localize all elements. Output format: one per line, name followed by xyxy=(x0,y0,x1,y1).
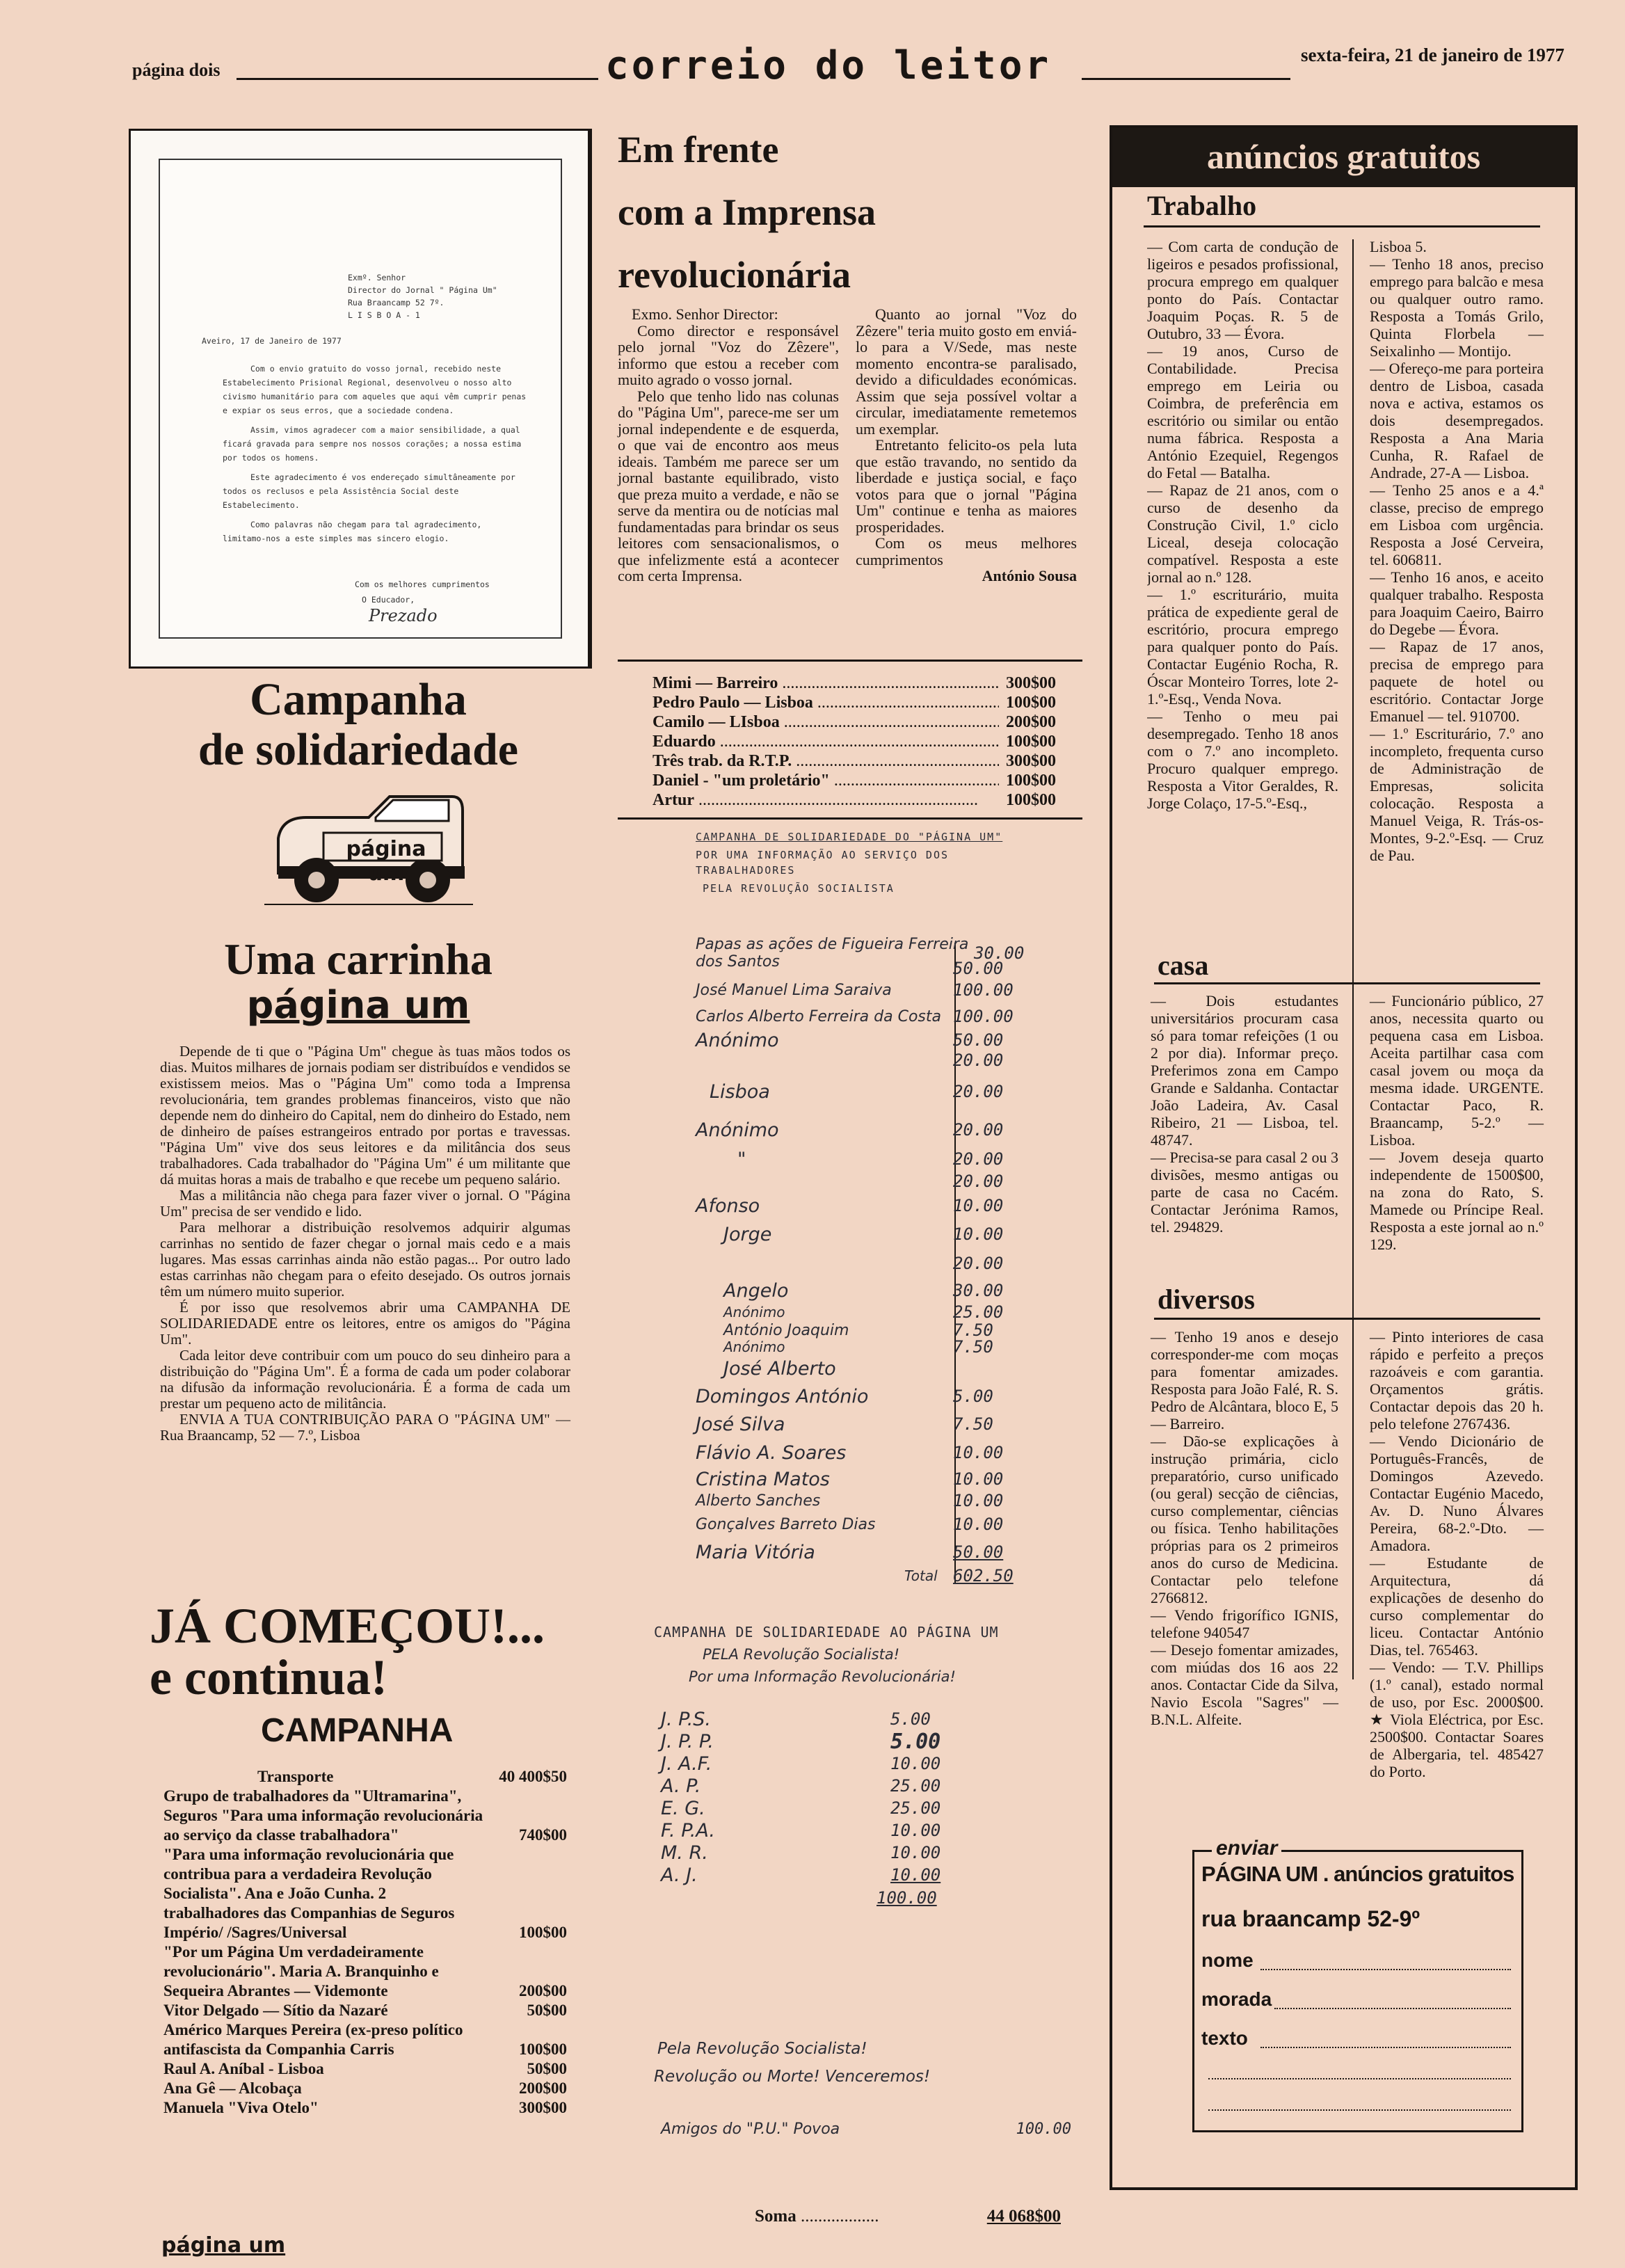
handwritten-row xyxy=(696,1491,1043,1510)
donation-row xyxy=(653,673,1056,693)
article-signature: António Sousa xyxy=(982,567,1077,584)
handwritten-value: 10.00 xyxy=(953,1224,1004,1244)
contribution-row xyxy=(163,2020,567,2059)
handwritten-row xyxy=(696,1192,1043,1220)
donor-name: Pedro Paulo — Lisboa ..... xyxy=(653,693,999,712)
handwritten-name: Anónimo xyxy=(696,1119,779,1141)
campaign-paragraph: É por isso que resolvemos abrir uma CAMPANHA DE SOLIDARIEDADE entre os leitores, entre os amigos do "Página Um". xyxy=(160,1299,570,1348)
campanha-heading: CAMPANHA xyxy=(261,1712,454,1749)
handwritten-row xyxy=(696,1112,1043,1147)
classified-ad: — Vendo frigorífico IGNIS, telefone 940547 xyxy=(1151,1606,1338,1641)
letter-body xyxy=(223,362,529,551)
handwritten-value: 10.00 xyxy=(890,1843,941,1862)
handwritten-name: Anónimo xyxy=(723,1304,785,1320)
campaign-paragraph: Cada leitor deve contribuir com um pouco do seu dinheiro para a distribuição do "Página Um". É a forma de cada um poder colaborar na difusão da informação revolucionária. É a forma de cada um prestar um pequeno acto de militância. xyxy=(160,1347,570,1412)
form-title: PÁGINA UM . anúncios gratuitos xyxy=(1201,1862,1514,1886)
handwritten-name: A. P. xyxy=(661,1775,701,1797)
contribution-amount: 100$00 xyxy=(519,2041,567,2058)
handwritten-value: 10.00 xyxy=(890,1754,941,1773)
handwritten-value: 50.00 xyxy=(953,1542,1004,1562)
handwritten-value: 20.00 xyxy=(953,1254,1004,1273)
classified-ad: — 1.º escriturário, muita prática de expediente geral de escritório, procura emprego para qualquer ponto do País. Contactar Eugénio Rocha, R. Óscar Monteiro Torres, lote 2-1.º-Esq., Venda Nova. xyxy=(1147,586,1338,708)
classified-ad: — Vendo Dicionário de Português-Francês, de Domingos Azevedo. Contactar Eugénio Macedo, Av. D. Nuno Álvares Pereira, 68-2.º-Dto. — Amadora. xyxy=(1370,1432,1544,1554)
handwritten-value: 100.00 xyxy=(953,1007,1014,1026)
soma-label: Soma .................. xyxy=(755,2207,879,2226)
handwritten-row xyxy=(696,977,1043,1003)
handwritten-total-value: 602.50 xyxy=(953,1566,1014,1586)
handwritten-row xyxy=(696,1538,1043,1566)
handwritten-slogan: Revolução ou Morte! Venceremos! xyxy=(654,2068,931,2086)
trabalho-col-2 xyxy=(1370,238,1544,1080)
classified-ad: — Jovem deseja quarto independente de 1500$00, na zona do Rato, S. Mamede ou Príncipe Real. Resposta a este jornal ao n.º 129. xyxy=(1370,1149,1544,1253)
handwritten-row xyxy=(696,1249,1043,1278)
handwritten-slogans xyxy=(654,2035,930,2091)
handwritten-row xyxy=(661,1819,981,1842)
handwritten-value: 5.00 xyxy=(890,1709,931,1729)
addressee-line: Rua Braancamp 52 7º. xyxy=(348,298,445,308)
classified-ad: — Tenho 25 anos e a 4.ª classe, preciso de emprego em Lisboa com urgência. Resposta a José Cerveira, tel. 606811. xyxy=(1370,481,1544,568)
form-label-morada: morada xyxy=(1201,1988,1272,2010)
classifieds-banner-text: anúncios gratuitos xyxy=(1206,137,1481,176)
handwritten-row xyxy=(661,1730,981,1752)
handwritten-header-line: Por uma Informação Revolucionária! xyxy=(689,1668,956,1685)
handwritten-value: 25.00 xyxy=(890,1776,941,1796)
handwritten-value: 10.00 xyxy=(953,1515,1004,1534)
article-paragraph: Pelo que tenho lido nas colunas do "Página Um", parece-me ser um jornal independente e de esquerda, o que vai de encontro aos meus ideais. Também me parece ser um jornal bastante equilibrado, visto que preza muito a verdade, e não se serve da mentira ou de notícias mal fundamentadas para brindar os seus leitores com sensacionalismos, o que infelizmente está a acontecer com certa Imprensa. xyxy=(618,387,839,584)
donation-row xyxy=(653,693,1056,712)
contribution-desc: Transporte xyxy=(257,1768,334,1785)
contribution-amount: 300$00 xyxy=(519,2099,567,2116)
donor-amount: 100$00 xyxy=(1006,694,1056,712)
handwritten-name: José Alberto xyxy=(723,1357,836,1380)
ledger-top-rule xyxy=(618,660,1082,662)
handwritten-row xyxy=(661,1708,981,1730)
handwritten-value: 7.50 xyxy=(953,1337,993,1357)
footer-logo: página um xyxy=(161,2233,286,2258)
casa-col-1 xyxy=(1151,992,1338,1236)
classified-ad: — 19 anos, Curso de Contabilidade. Precisa emprego em Leiria ou Coimbra, de preferência em escritório ou similar ou então numa fábrica. Resposta a António Ezequiel, Regengos do Fetal — Batalha. xyxy=(1147,342,1338,481)
form-address: rua braancamp 52-9º xyxy=(1201,1906,1420,1931)
handwritten-name: Flávio A. Soares xyxy=(696,1442,847,1464)
letter-paragraph: Este agradecimento é vos endereçado simultâneamente por todos os reclusos e pela Assistência Social deste Estabelecimento. xyxy=(223,472,515,510)
donation-row xyxy=(653,751,1056,771)
contribution-row xyxy=(163,1845,567,1942)
form-input-nome[interactable] xyxy=(1260,1969,1511,1970)
article-paragraph: Como director e responsável pelo jornal "Voz do Zêzere", informo que estou a receber com muito agrado o vosso jornal. xyxy=(618,321,839,388)
contribution-amount: 100$00 xyxy=(519,1924,567,1941)
donor-amount: 200$00 xyxy=(1006,713,1056,731)
handwritten-name: António Joaquim xyxy=(723,1321,849,1339)
donor-name: Daniel - "um proletário" ..... xyxy=(653,771,999,790)
classified-ad: — Dão-se explicações à instrução primária, ciclo preparatório, curso unificado (ou geral) secção de ciências, curso complementar, ciências ou física. Tenho habilitações próprias para os 2 primeiros anos do curso de Medicina. Contactar pelo telefone 2766812. xyxy=(1151,1432,1338,1606)
diversos-col-2 xyxy=(1370,1328,1544,1780)
classified-ad: — Rapaz de 21 anos, com o curso de desenho da Construção Civil, 1.º ciclo Liceal, deseja colocação compatível. Resposta a este jornal ao n.º 128. xyxy=(1147,481,1338,586)
contribution-row xyxy=(163,2079,567,2098)
handwritten-row xyxy=(696,1303,1043,1321)
donor-name: Eduardo ..... xyxy=(653,732,999,751)
contribution-desc: Américo Marques Pereira (ex-preso político antifascista da Companhia Carris xyxy=(163,2021,463,2058)
handwritten-value: 20.00 xyxy=(953,1082,1004,1101)
handwritten-name: Anónimo xyxy=(696,1029,779,1051)
ja-comecou-heading xyxy=(150,1600,545,1703)
handwritten-value: 10.00 xyxy=(953,1196,1004,1215)
donor-name: Três trab. da R.T.P. ..... xyxy=(653,751,999,771)
handwritten-row xyxy=(696,1030,1043,1050)
handwritten-row xyxy=(696,1510,1043,1538)
handwritten-name: J. A.F. xyxy=(661,1752,712,1775)
handwritten-name: Alberto Sanches xyxy=(696,1492,821,1510)
handwritten-friends-value: 100.00 xyxy=(1016,2121,1071,2138)
form-input-texto-line[interactable] xyxy=(1208,2078,1511,2079)
handwritten-row xyxy=(661,1864,981,1886)
handwritten-value: 50.00 xyxy=(953,1030,1004,1050)
letter-closing: Com os melhores cumprimentos xyxy=(355,580,490,589)
handwritten-name: Maria Vitória xyxy=(696,1541,815,1563)
van-logo: página um xyxy=(346,837,426,886)
soma-row xyxy=(755,2207,1061,2226)
handwritten-header-line: CAMPANHA DE SOLIDARIEDADE DO "PÁGINA UM" xyxy=(696,831,1003,843)
section-heading-casa: casa xyxy=(1158,950,1209,981)
handwritten-row xyxy=(661,1842,981,1864)
handwritten-row xyxy=(696,1050,1043,1071)
handwritten-name: Cristina Matos xyxy=(696,1468,830,1490)
letter-paragraph: Com o envio gratuito do vosso jornal, recebido neste Estabelecimento Prisional Regional, desenvolveu o nosso alto civismo humanitário para com aqueles que aqui vêm cumprir penas e expiar os seus erros, que a sociedade condena. xyxy=(223,364,527,415)
campaign-title xyxy=(132,675,584,775)
handwritten-row xyxy=(696,1003,1043,1030)
handwritten-header-line: POR UMA INFORMAÇÃO AO SERVIÇO DOS TRABALHADORES xyxy=(696,849,950,877)
campaign-subtitle-logo: página um xyxy=(246,983,470,1027)
donation-row xyxy=(653,790,1056,810)
contribution-row xyxy=(163,1942,567,2001)
handwritten-value: 25.00 xyxy=(890,1798,941,1818)
handwritten-value: 10.00 xyxy=(953,1491,1004,1510)
handwritten-value: 10.00 xyxy=(953,1469,1004,1489)
handwritten-value: 20.00 xyxy=(953,1172,1004,1191)
handwritten-name: Jorge xyxy=(723,1223,772,1245)
contribution-desc: Manuela "Viva Otelo" xyxy=(163,2099,319,2116)
handwritten-header-line: CAMPANHA DE SOLIDARIEDADE AO PÁGINA UM xyxy=(654,1624,999,1640)
campaign-title-line: Campanha xyxy=(250,674,467,725)
handwritten-row xyxy=(696,1171,1043,1192)
header-rule-right xyxy=(1082,78,1290,80)
letter-paragraph: Assim, vimos agradecer com a maior sensibilidade, a qual ficará gravada para sempre nos nossos corações; a nossa estima por todos os homens. xyxy=(223,425,522,463)
addressee-line: Exmº. Senhor xyxy=(348,273,406,282)
handwritten-row xyxy=(661,1797,981,1819)
classified-ad: — Precisa-se para casal 2 ou 3 divisões, mesmo antigas ou parte de casa no Cacém. Contactar Jerónima Ramos, tel. 294829. xyxy=(1151,1149,1339,1236)
donor-amount: 100$00 xyxy=(1006,791,1056,809)
classifieds-box xyxy=(1110,125,1578,2190)
page-label: página dois xyxy=(132,60,221,80)
contribution-amount: 50$00 xyxy=(527,2002,567,2019)
handwritten-value: 30.00 xyxy=(974,943,1025,963)
letter-sheet xyxy=(159,159,562,639)
classified-ad: — Dois estudantes universitários procuram casa só para tomar refeições (1 ou 2 por dia). Informar preço. Preferimos zona em Campo Grande e Saldanha. Contactar João Ladeira, Av. Casal Ribeiro, 21 — Lisboa, tel. 48747. xyxy=(1151,992,1338,1149)
handwritten-row xyxy=(696,1355,1043,1382)
header-rule-left xyxy=(237,78,598,80)
classified-ad: — Tenho o meu pai desempregado. Tenho 18 anos com o 7.º ano incompleto. Procuro qualquer emprego. Resposta a Vitor Geraldes, R. Jorge Colaço, 17-5.º-Esq., xyxy=(1147,708,1338,812)
section-rule xyxy=(1154,982,1540,984)
section-heading-diversos: diversos xyxy=(1158,1284,1255,1315)
handwritten-name: F. P.A. xyxy=(661,1819,715,1842)
donor-amount: 100$00 xyxy=(1006,772,1056,790)
campaign-title-line: de solidariedade xyxy=(198,724,519,775)
handwritten-name: José Silva xyxy=(696,1413,785,1435)
headline-line: Em frente xyxy=(618,129,779,170)
soma-label-text: Soma xyxy=(755,2207,797,2226)
handwritten-value: 20.00 xyxy=(953,1120,1004,1140)
classified-ad: — Estudante de Arquitectura, dá explicações de desenho do curso complementar do liceu. Contactar António Dias, tel. 765463. xyxy=(1370,1554,1544,1659)
donation-row xyxy=(653,771,1056,790)
section-heading-trabalho: Trabalho xyxy=(1147,190,1257,221)
soma-value: 44 068$00 xyxy=(986,2207,1061,2226)
handwritten-value: 20.00 xyxy=(953,1051,1004,1070)
classified-ad: Lisboa 5. xyxy=(1370,238,1427,255)
campaign-paragraph: ENVIA A TUA CONTRIBUIÇÃO PARA O "PÁGINA UM" — Rua Braancamp, 52 — 7.º, Lisboa xyxy=(160,1411,570,1444)
form-label-texto: texto xyxy=(1201,2027,1248,2049)
headline-line: com a Imprensa xyxy=(618,191,876,233)
handwritten-name: A. J. xyxy=(661,1864,698,1886)
form-input-texto[interactable] xyxy=(1260,2047,1511,2048)
handwritten-value: 25.00 xyxy=(953,1302,1004,1322)
donor-amount: 100$00 xyxy=(1006,733,1056,751)
classified-ad: — Tenho 19 anos e desejo corresponder-me com moças para fomentar amizades. Resposta para João Falé, R. S. Pedro de Alcântara, bloco E, 5 — Barreiro. xyxy=(1151,1328,1338,1432)
donation-row xyxy=(653,712,1056,732)
handwritten-value: 5.00 xyxy=(890,1729,941,1754)
handwritten-row xyxy=(696,1071,1043,1112)
campaign-paragraph: Para melhorar a distribuição resolvemos adquirir algumas carrinhas no sentido de fazer chegar o jornal mais cedo e a mais lugares. Mas essas carrinhas ainda não estão pagas... Por outro lado estas carrinhas não chegam para o efeito desejado. Os outros jornais têm um número muito superior. xyxy=(160,1219,570,1300)
contribution-desc: Vitor Delgado — Sítio da Nazaré xyxy=(163,2002,388,2019)
article-columns xyxy=(618,306,1077,637)
handwritten-name: Domingos António xyxy=(696,1385,869,1407)
handwritten-subtotal: 100.00 xyxy=(876,1888,937,1908)
classified-ad: — Tenho 16 anos, e aceito qualquer trabalho. Resposta para Joaquim Caeiro, Bairro do Degebe — Évora. xyxy=(1370,568,1544,638)
handwritten-row xyxy=(696,1220,1043,1249)
handwritten-list-2 xyxy=(661,1708,981,1910)
contribution-row xyxy=(163,2098,567,2118)
classified-ad: — Pinto interiores de casa rápido e perfeito a preços razoáveis e com garantia. Orçamentos grátis. Contactar depois das 20 h. pelo telefone 2767436. xyxy=(1370,1328,1544,1432)
contribution-desc: Ana Gê — Alcobaça xyxy=(163,2079,302,2097)
handwritten-name: Anónimo xyxy=(723,1339,785,1355)
handwritten-value: 10.00 xyxy=(890,1865,941,1885)
handwritten-name: J. P. P. xyxy=(661,1730,714,1752)
handwritten-friends xyxy=(661,2121,1071,2138)
contribution-row xyxy=(163,2059,567,2079)
contribution-amount: 200$00 xyxy=(519,2079,567,2097)
handwritten-value: 100.00 xyxy=(953,980,1014,1000)
handwritten-friends-label: Amigos do "P.U." Povoa xyxy=(661,2121,840,2138)
classified-ad: — Com carta de condução de ligeiros e pesados profissional, procura emprego em qualquer ponto do País. Contactar Joaquim Poças. R. 5 de Outubro, 33 — Évora. xyxy=(1147,238,1338,342)
donor-name: Mimi — Barreiro ..... xyxy=(653,673,999,693)
handwritten-name: J. P.S. xyxy=(661,1708,711,1730)
handwritten-name: M. R. xyxy=(661,1842,708,1864)
handwritten-value: 5.00 xyxy=(953,1387,993,1406)
classified-ad: — Rapaz de 17 anos, precisa de emprego para paquete de hotel ou escritório. Contactar Jorge Emanuel — tel. 910700. xyxy=(1370,638,1544,725)
casa-col-2 xyxy=(1370,992,1544,1253)
donor-amount: 300$00 xyxy=(1006,674,1056,692)
letter-signer: O Educador, xyxy=(362,595,415,605)
handwritten-row xyxy=(696,1438,1043,1467)
handwritten-row xyxy=(696,1382,1043,1410)
contribution-desc: "Para uma informação revolucionária que contribua para a verdadeira Revolução Socialista". Ana e João Cunha. 2 trabalhadores das Companhias de Seguros Império/ /Sagres/Universal xyxy=(163,1846,455,1941)
classified-ad: — Vendo: — T.V. Phillips (1.º canal), estado normal de uso, por Esc. 2000$00. ★ Viola Eléctrica, por Esc. 2500$00. Contactar Soares de Albergaria, tel. 485427 do Porto. xyxy=(1370,1659,1544,1780)
handwritten-row xyxy=(661,1775,981,1797)
article-salutation: Exmo. Senhor Director: xyxy=(632,305,778,323)
addressee-line: L I S B O A - 1 xyxy=(348,310,420,320)
handwritten-row xyxy=(661,1752,981,1775)
section-rule xyxy=(1144,225,1540,227)
contribution-row xyxy=(163,1787,567,1845)
handwritten-header-1 xyxy=(696,826,1002,899)
contribution-row xyxy=(163,2001,567,2020)
classified-ad: — Funcionário público, 27 anos, necessita quarto ou pequena casa em Lisboa. Aceita partilhar casa com casal jovem ou moça da mesma idade. URGENTE. Contactar Paco, R. Braancamp, 5-2.º — Lisboa. xyxy=(1370,992,1544,1149)
classified-ad: — 1.º Escriturário, 7.º ano incompleto, frequenta curso de Administração de Empresas, solicita colocação. Resposta a Manuel Veiga, R. Trás-os-Montes, 9-2.º-Esq. — Cruz de Pau. xyxy=(1370,725,1544,864)
article-paragraph: Quanto ao jornal "Voz do Zêzere" teria muito gosto em enviá-lo para a V/Sede, mas neste momento encontra-se paralisado, devido a dificuldades económicas. Assim que seja possível voltar a circular, imediatamente remetemos um exemplar. xyxy=(856,305,1077,438)
handwritten-name: Gonçalves Barreto Dias xyxy=(696,1515,876,1533)
article-body xyxy=(618,306,1077,647)
handwritten-name: Carlos Alberto Ferreira da Costa xyxy=(696,1007,941,1025)
handwritten-name: José Manuel Lima Saraiva xyxy=(696,981,892,999)
contribution-amount: 40 400$50 xyxy=(499,1768,567,1785)
handwritten-header-line: PELA Revolução Socialista! xyxy=(703,1646,900,1663)
submission-form xyxy=(1192,1837,1523,2132)
contribution-desc: Raul A. Aníbal - Lisboa xyxy=(163,2060,324,2077)
handwritten-header-line: PELA REVOLUÇÃO SOCIALISTA xyxy=(703,882,895,895)
contribution-desc: Grupo de trabalhadores da "Ultramarina", Seguros "Para uma informação revolucionária ao serviço da classe trabalhadora" xyxy=(163,1787,483,1844)
handwritten-name: " xyxy=(737,1148,746,1170)
letter-paragraph: Como palavras não chegam para tal agradecimento, limitamo-nos a este simples mas sincero elogio. xyxy=(223,520,482,543)
handwritten-total-row xyxy=(696,1566,1043,1586)
campaign-paragraph: Mas a militância não chega para fazer viver o jornal. O "Página Um" precisa de ser vendido e lido. xyxy=(160,1187,570,1220)
handwritten-name: E. G. xyxy=(661,1797,705,1819)
handwritten-value: 20.00 xyxy=(953,1149,1004,1169)
donor-name: Camilo — LIsboa ..... xyxy=(653,712,999,732)
handwritten-name: Afonso xyxy=(696,1195,760,1217)
letter-signature: Prezado xyxy=(369,606,438,625)
addressee-line: Director do Jornal " Página Um" xyxy=(348,285,497,295)
section-rule xyxy=(1154,1318,1540,1320)
diversos-col-1 xyxy=(1151,1328,1338,1728)
campaign-paragraph: Depende de ti que o "Página Um" chegue às tuas mãos todos os dias. Muitos milhares de jornais podiam ser distribuídos e vendidos se existissem meios. Mas o "Página Um" como toda a Imprensa revolucionária, tem grandes problemas financeiros, visto que não depende nem do dinheiro do Capital, nem do dinheiro do Estado, nem de dinheiro de países estrangeiros entrado por portas e travessas. "Página Um" vive dos seus leitores e da militância dos seus trabalhadores. Cada trabalhador do "Página Um" é um militante que dá muitas horas a mais de trabalho e que recebe um pequeno salário. xyxy=(160,1043,570,1188)
ledger-bottom-rule xyxy=(618,817,1082,820)
classified-ad: — Desejo fomentar amizades, com miúdas dos 16 aos 22 anos. Contactar Cide da Silva, Navio Escola "Sagres" — B.N.L. Alfeite. xyxy=(1151,1641,1338,1728)
contribution-amount: 200$00 xyxy=(519,1982,567,1999)
letter-place-date: Aveiro, 17 de Janeiro de 1977 xyxy=(202,336,342,346)
handwritten-value: 7.50 xyxy=(953,1414,993,1434)
handwritten-slogan: Pela Revolução Socialista! xyxy=(657,2040,867,2058)
handwritten-subtotal-row xyxy=(661,1886,981,1910)
article-headline xyxy=(618,118,876,306)
ja-comecou-line: JÁ COMEÇOU!... xyxy=(150,1598,545,1654)
contribution-desc: "Por um Página Um verdadeiramente revolucionário". Maria A. Branquinho e Sequeira Abrantes — Videmonte xyxy=(163,1943,439,1999)
handwritten-value: 7.50 xyxy=(953,1320,993,1340)
donation-row xyxy=(653,732,1056,751)
letter-photo xyxy=(129,129,592,669)
handwritten-row xyxy=(696,1339,1043,1355)
campanha-contributions xyxy=(163,1767,567,2118)
issue-date: sexta-feira, 21 de janeiro de 1977 xyxy=(1301,45,1564,65)
handwritten-list-1 xyxy=(696,935,1043,1586)
donor-name: Artur ..... xyxy=(653,790,999,810)
donor-amount: 300$00 xyxy=(1006,752,1056,770)
form-enviar-label: enviar xyxy=(1212,1837,1281,1860)
headline-line: revolucionária xyxy=(618,254,851,296)
classified-ad: — Tenho 18 anos, preciso emprego para balcão e mesa ou qualquer outro ramo. Resposta a Tomás Grilo, Quinta Florbela — Seixalinho — Montijo. xyxy=(1370,255,1544,360)
contribution-row xyxy=(163,1767,567,1787)
contribution-amount: 740$00 xyxy=(519,1826,567,1844)
form-input-texto-line[interactable] xyxy=(1208,2109,1511,2111)
handwritten-name: Angelo xyxy=(723,1279,789,1302)
handwritten-name: Lisboa xyxy=(710,1080,770,1103)
handwritten-row xyxy=(696,1467,1043,1491)
handwritten-value: 10.00 xyxy=(890,1821,941,1840)
handwritten-header-2 xyxy=(654,1621,999,1688)
handwritten-row xyxy=(696,1147,1043,1171)
printed-donations xyxy=(653,673,1056,810)
column-divider-1 xyxy=(588,129,591,668)
handwritten-name: Papas as ações de Figueira Ferreira dos Santos xyxy=(696,935,969,971)
handwritten-row xyxy=(696,1278,1043,1303)
form-label-nome: nome xyxy=(1201,1949,1254,1971)
handwritten-total-label: Total xyxy=(904,1567,938,1584)
section-title: correio do leitor xyxy=(605,43,1052,88)
handwritten-value: 30.00 xyxy=(953,1281,1004,1300)
article-paragraph: Entretanto felicito-os pela luta que estão travando, no sentido da liberdade e justiça social, e faço votos para que o jornal "Página Um" continue e tenha as maiores prosperidades. xyxy=(856,436,1077,536)
handwritten-value: 10.00 xyxy=(953,1443,1004,1462)
campaign-body xyxy=(160,1044,570,1444)
handwritten-row xyxy=(696,1410,1043,1438)
article-paragraph: Com os meus melhores cumprimentos xyxy=(856,534,1077,568)
form-input-morada[interactable] xyxy=(1274,2008,1511,2009)
letter-addressee xyxy=(348,271,497,321)
classifieds-column-divider xyxy=(1352,239,1354,1679)
classified-ad: — Ofereço-me para porteira dentro de Lisboa, casada nova e activa, estamos os dois desempregados. Resposta a Ana Maria Cunha, R. Rafael de Andrade, 27-A — Lisboa. xyxy=(1370,360,1544,481)
contribution-amount: 50$00 xyxy=(527,2060,567,2077)
handwritten-value: 50.00 xyxy=(953,959,1004,978)
campaign-subtitle: Uma carrinha xyxy=(224,934,493,984)
ja-comecou-line: e continua! xyxy=(150,1650,387,1705)
